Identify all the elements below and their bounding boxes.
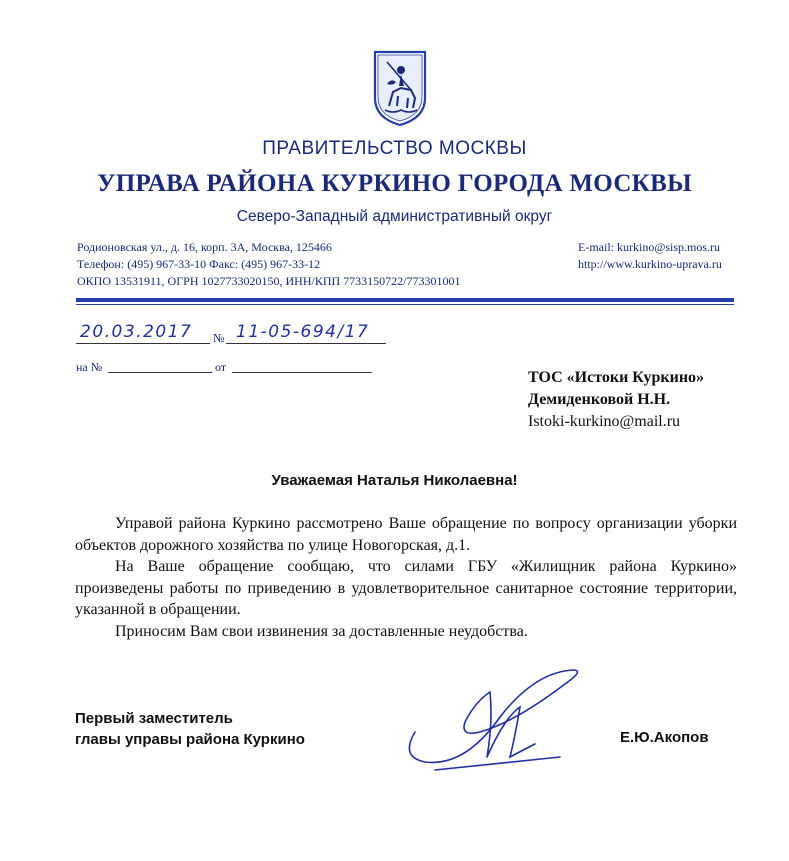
requisites-right: [578, 239, 722, 273]
phone-line: Телефон: (495) 967-33-10 Факс: (495) 967-33-12: [77, 257, 321, 271]
paragraph-3: Приносим Вам свои извинения за доставленные неудобства.: [115, 622, 528, 640]
header-rule-thick: [76, 298, 734, 302]
signatory-position: [75, 708, 305, 750]
uprava-title: УПРАВА РАЙОНА КУРКИНО ГОРОДА МОСКВЫ: [97, 170, 692, 197]
handwritten-signature: [395, 662, 595, 782]
address-line: Родионовская ул., д. 16, корп. 3А, Москва, 125466: [77, 240, 332, 254]
addressee-block: [528, 367, 704, 433]
codes-line: ОКПО 13531911, ОГРН 1027733020150, ИНН/КПП 7733150722/773301001: [77, 274, 461, 288]
government-title: ПРАВИТЕЛЬСТВО МОСКВЫ: [262, 138, 527, 159]
addressee-name: Демиденковой Н.Н.: [528, 391, 671, 408]
requisites-left: [77, 239, 461, 290]
position-line-2: главы управы района Куркино: [75, 731, 305, 748]
reply-number-underline: [108, 372, 212, 373]
from-label: от: [215, 360, 227, 374]
greeting: Уважаемая Наталья Николаевна!: [271, 472, 518, 489]
signatory-name: Е.Ю.Акопов: [620, 729, 709, 746]
registration-number: 11-05-694/17: [236, 322, 370, 342]
reply-date-underline: [232, 372, 372, 373]
email-line: E-mail: kurkino@sisp.mos.ru: [578, 240, 721, 254]
registration-date: 20.03.2017: [80, 322, 193, 342]
addressee-org: ТОС «Истоки Куркино»: [528, 369, 705, 386]
paragraph-1: Управой района Куркино рассмотрено Ваше обращение по вопросу организации уборки объектов дорожного хозяйства по улице Новогорская, д.1.: [75, 515, 737, 554]
paragraph-2: На Ваше обращение сообщаю, что силами ГБУ «Жилищник района Куркино» произведены работы по приведению в удовлетворительное санитарное состояние территории, указанной в обращении.: [75, 558, 737, 618]
position-line-1: Первый заместитель: [75, 710, 233, 727]
reply-to-label: на №: [76, 360, 103, 374]
letter-body: [75, 513, 737, 642]
date-underline: [76, 343, 210, 344]
header-rule-thin: [76, 304, 734, 305]
website-line: http://www.kurkino-uprava.ru: [578, 257, 722, 271]
addressee-email: Istoki-kurkino@mail.ru: [528, 413, 681, 430]
number-label: №: [213, 331, 225, 345]
number-underline: [226, 343, 386, 344]
moscow-coat-of-arms-icon: [371, 48, 429, 128]
okrug-subtitle: Северо-Западный административный округ: [236, 208, 553, 225]
